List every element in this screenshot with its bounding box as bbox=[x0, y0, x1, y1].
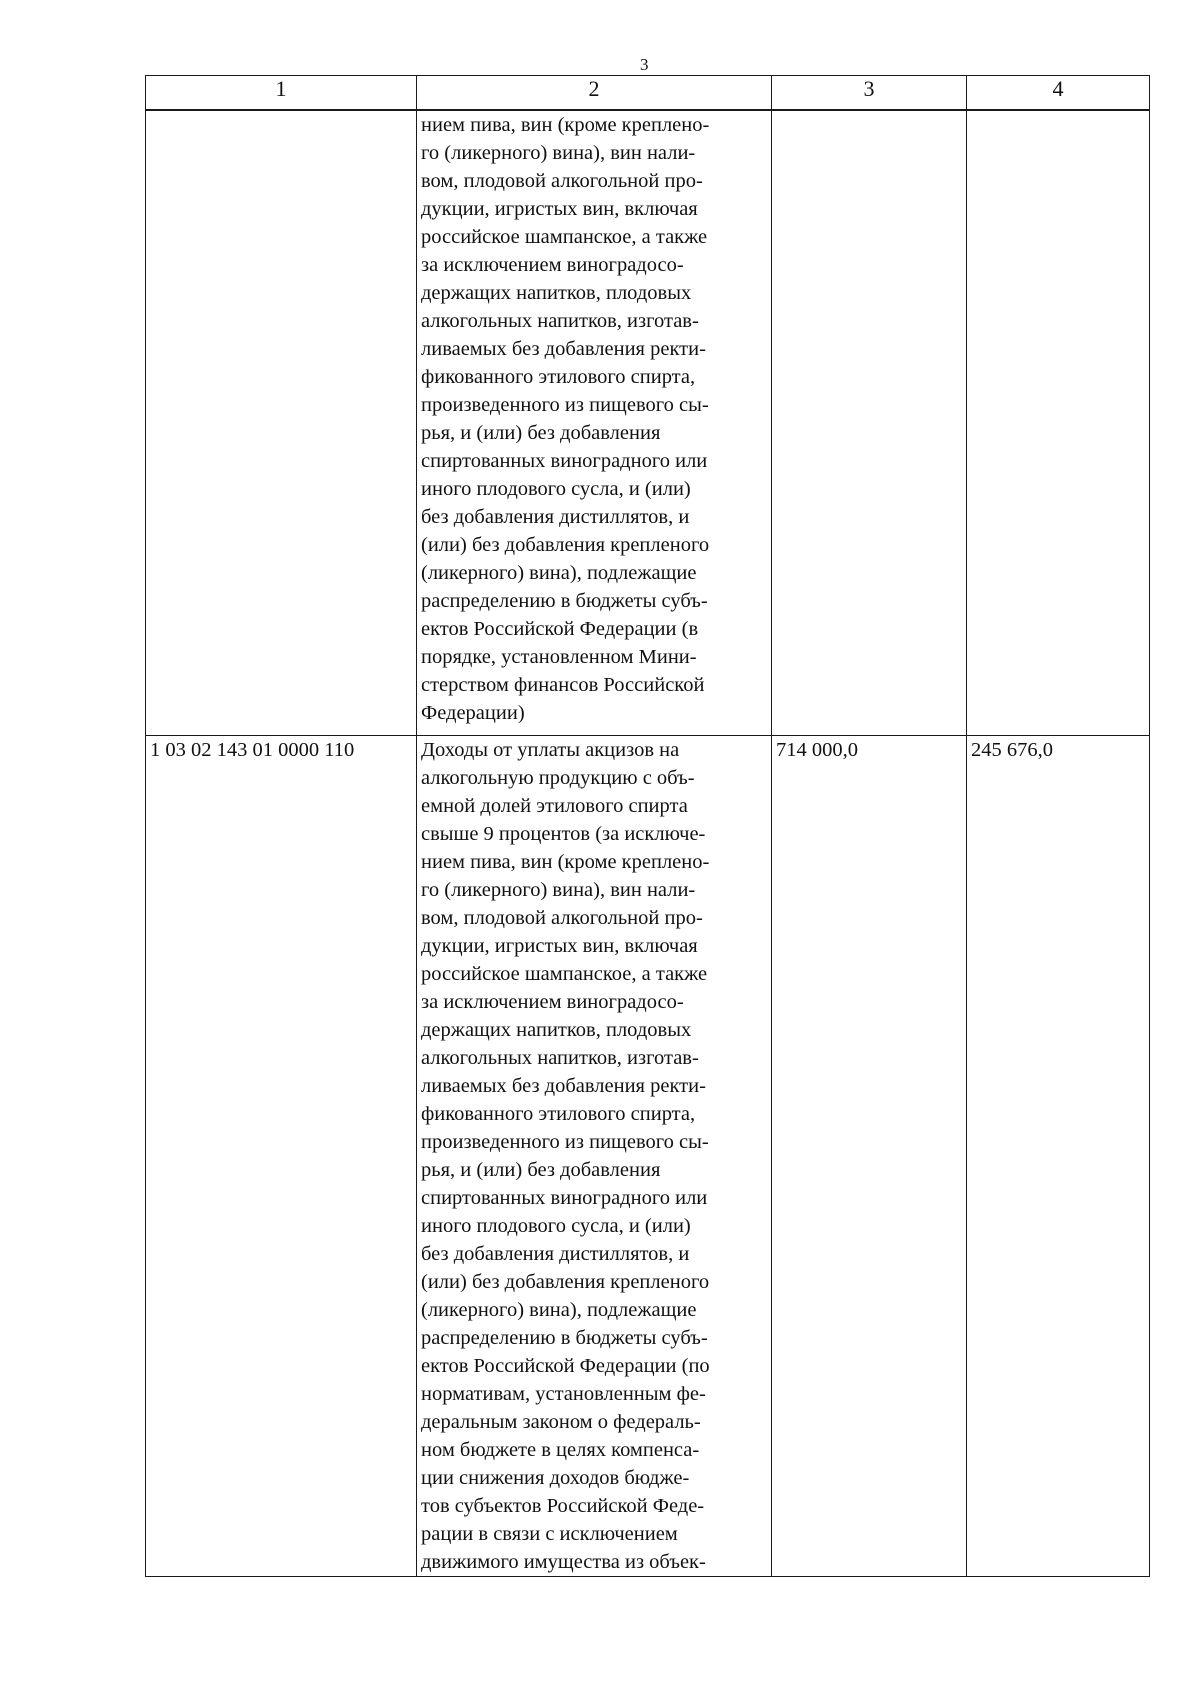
description-line: держащих напитков, плодовых bbox=[421, 282, 692, 304]
column-header-1: 1 bbox=[146, 76, 417, 111]
description-line: (ликерного) вина), подлежащие bbox=[421, 1299, 697, 1321]
description-line: го (ликерного) вина), вин нали- bbox=[421, 879, 696, 901]
description-line: за исключением виноградосо- bbox=[421, 254, 684, 276]
description-line: алкогольных напитков, изготав- bbox=[421, 310, 699, 332]
description-line: вом, плодовой алкогольной про- bbox=[421, 907, 703, 929]
description-line: ливаемых без добавления ректи- bbox=[421, 1075, 706, 1097]
description-line: российское шампанское, а также bbox=[421, 226, 708, 248]
description-line: движимого имущества из объек- bbox=[421, 1551, 706, 1573]
description-line: распределению в бюджеты субъ- bbox=[421, 590, 708, 612]
amount-cell-col3: 714 000,0 bbox=[772, 736, 967, 1577]
description-line: порядке, установленном Мини- bbox=[421, 646, 697, 668]
description-line: дукции, игристых вин, включая bbox=[421, 198, 698, 220]
description-line: тов субъектов Российской Феде- bbox=[421, 1495, 705, 1517]
description-line: (или) без добавления крепленого bbox=[421, 534, 710, 556]
description-line: произведенного из пищевого сы- bbox=[421, 394, 709, 416]
description-line: держащих напитков, плодовых bbox=[421, 1019, 692, 1041]
description-line: (или) без добавления крепленого bbox=[421, 1271, 710, 1293]
description-line: вом, плодовой алкогольной про- bbox=[421, 170, 703, 192]
table-row bbox=[146, 736, 1150, 1577]
column-header-4: 4 bbox=[967, 76, 1150, 111]
page-number: 3 bbox=[640, 55, 649, 74]
description-line: рья, и (или) без добавления bbox=[421, 422, 661, 444]
amount-cell-col3 bbox=[772, 110, 967, 736]
description-line: алкогольных напитков, изготав- bbox=[421, 1047, 699, 1069]
description-line: нормативам, установленным фе- bbox=[421, 1383, 706, 1405]
description-line: спиртованных виноградного или bbox=[421, 450, 708, 472]
description-line: рации в связи с исключением bbox=[421, 1523, 678, 1545]
description-line: распределению в бюджеты субъ- bbox=[421, 1327, 708, 1349]
column-header-2: 2 bbox=[417, 76, 772, 111]
description-line: емной долей этилового спирта bbox=[421, 795, 688, 817]
description-line: без добавления дистиллятов, и bbox=[421, 506, 690, 528]
description-cell bbox=[417, 110, 772, 736]
description-line: го (ликерного) вина), вин нали- bbox=[421, 142, 696, 164]
budget-code-cell bbox=[146, 110, 417, 736]
description-line: ектов Российской Федерации (в bbox=[421, 618, 699, 640]
description-line: за исключением виноградосо- bbox=[421, 991, 684, 1013]
table-header bbox=[146, 76, 1150, 111]
description-line: иного плодового сусла, и (или) bbox=[421, 478, 691, 500]
description-line: ции снижения доходов бюдже- bbox=[421, 1467, 690, 1489]
description-line: фикованного этилового спирта, bbox=[421, 1103, 696, 1125]
description-line: алкогольную продукцию с объ- bbox=[421, 767, 695, 789]
description-line: спиртованных виноградного или bbox=[421, 1187, 708, 1209]
table-row bbox=[146, 110, 1150, 736]
budget-code-cell: 1 03 02 143 01 0000 110 bbox=[146, 736, 417, 1577]
description-cell bbox=[417, 736, 772, 1577]
description-line: свыше 9 процентов (за исключе- bbox=[421, 823, 706, 845]
description-line: ном бюджете в целях компенса- bbox=[421, 1439, 700, 1461]
budget-table bbox=[145, 75, 1150, 1577]
description-text bbox=[421, 736, 767, 1576]
description-line: российское шампанское, а также bbox=[421, 963, 708, 985]
amount-cell-col4 bbox=[967, 110, 1150, 736]
description-line: дукции, игристых вин, включая bbox=[421, 935, 698, 957]
description-line: произведенного из пищевого сы- bbox=[421, 1131, 709, 1153]
description-text bbox=[421, 111, 767, 727]
column-header-3: 3 bbox=[772, 76, 967, 111]
description-line: нием пива, вин (кроме креплено- bbox=[421, 851, 710, 873]
description-line: деральным законом о федераль- bbox=[421, 1411, 701, 1433]
description-line: Доходы от уплаты акцизов на bbox=[421, 739, 680, 761]
description-line: фикованного этилового спирта, bbox=[421, 366, 696, 388]
description-line: (ликерного) вина), подлежащие bbox=[421, 562, 697, 584]
description-line: ектов Российской Федерации (по bbox=[421, 1355, 710, 1377]
description-line: стерством финансов Российской bbox=[421, 674, 705, 696]
description-line: нием пива, вин (кроме креплено- bbox=[421, 114, 710, 136]
amount-cell-col4: 245 676,0 bbox=[967, 736, 1150, 1577]
description-line: Федерации) bbox=[421, 702, 525, 724]
description-line: иного плодового сусла, и (или) bbox=[421, 1215, 691, 1237]
description-line: ливаемых без добавления ректи- bbox=[421, 338, 706, 360]
description-line: рья, и (или) без добавления bbox=[421, 1159, 661, 1181]
description-line: без добавления дистиллятов, и bbox=[421, 1243, 690, 1265]
